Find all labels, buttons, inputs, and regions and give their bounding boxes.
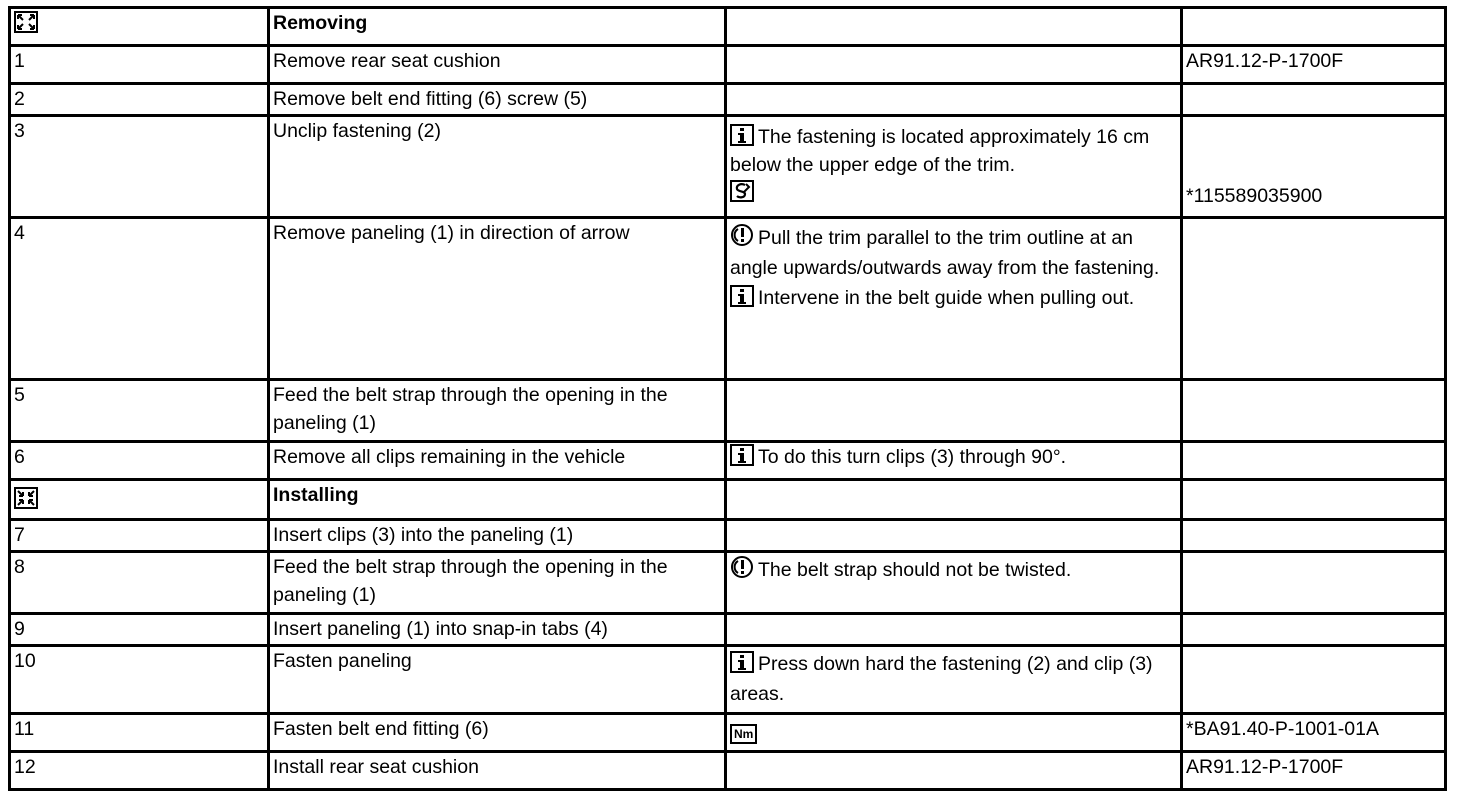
step-reference: AR91.12-P-1700F xyxy=(1182,46,1446,84)
step-number: 6 xyxy=(10,442,269,480)
table-row xyxy=(10,442,1446,480)
warning-icon xyxy=(730,555,754,579)
step-number: 7 xyxy=(10,520,269,552)
info-icon xyxy=(730,285,754,307)
step-number: 5 xyxy=(10,380,269,442)
step-note: Press down hard the fastening (2) and clip (3) areas. xyxy=(730,653,1153,705)
section-title: Installing xyxy=(269,480,726,520)
step-action: Remove all clips remaining in the vehicle xyxy=(269,442,726,480)
table-row xyxy=(10,752,1446,790)
step-action: Fasten paneling xyxy=(269,646,726,714)
step-action: Feed the belt strap through the opening in the paneling (1) xyxy=(269,380,726,442)
step-action: Insert clips (3) into the paneling (1) xyxy=(269,520,726,552)
step-reference: AR91.12-P-1700F xyxy=(1182,752,1446,790)
table-row xyxy=(10,552,1446,614)
step-number: 3 xyxy=(10,116,269,218)
step-number: 12 xyxy=(10,752,269,790)
install-section-icon xyxy=(14,487,38,509)
step-number: 4 xyxy=(10,218,269,380)
procedure-table xyxy=(8,6,1447,791)
step-action: Install rear seat cushion xyxy=(269,752,726,790)
table-row xyxy=(10,520,1446,552)
step-number: 8 xyxy=(10,552,269,614)
table-row xyxy=(10,46,1446,84)
section-title: Removing xyxy=(269,8,726,46)
info-icon xyxy=(730,444,754,466)
step-action: Unclip fastening (2) xyxy=(269,116,726,218)
step-number: 2 xyxy=(10,84,269,116)
section-row-installing xyxy=(10,480,1446,520)
table-row xyxy=(10,614,1446,646)
step-reference: *115589035900 xyxy=(1186,185,1323,207)
step-action: Remove rear seat cushion xyxy=(269,46,726,84)
info-icon xyxy=(730,124,754,146)
step-note: To do this turn clips (3) through 90°. xyxy=(758,446,1067,468)
step-number: 11 xyxy=(10,714,269,752)
table-row xyxy=(10,218,1446,380)
step-warning: Pull the trim parallel to the trim outline at an angle upwards/outwards away from the fastening. xyxy=(730,227,1160,279)
step-note: Intervene in the belt guide when pulling out. xyxy=(758,287,1135,309)
step-action: Remove paneling (1) in direction of arrow xyxy=(269,218,726,380)
table-row xyxy=(10,714,1446,752)
info-icon xyxy=(730,651,754,673)
step-note: The fastening is located approximately 16 cm below the upper edge of the trim. xyxy=(730,126,1150,176)
table-row xyxy=(10,380,1446,442)
table-row xyxy=(10,116,1446,218)
step-action: Remove belt end fitting (6) screw (5) xyxy=(269,84,726,116)
table-row xyxy=(10,84,1446,116)
step-reference: *BA91.40-P-1001-01A xyxy=(1182,714,1446,752)
step-number: 9 xyxy=(10,614,269,646)
torque-nm-icon: Nm xyxy=(730,724,757,744)
remove-section-icon xyxy=(14,11,38,33)
step-action: Feed the belt strap through the opening in the paneling (1) xyxy=(269,552,726,614)
section-row-removing xyxy=(10,8,1446,46)
special-tool-icon xyxy=(730,180,754,202)
warning-icon xyxy=(730,223,754,247)
step-number: 1 xyxy=(10,46,269,84)
step-action: Insert paneling (1) into snap-in tabs (4) xyxy=(269,614,726,646)
step-warning: The belt strap should not be twisted. xyxy=(758,559,1072,581)
table-row xyxy=(10,646,1446,714)
step-action: Fasten belt end fitting (6) xyxy=(269,714,726,752)
step-number: 10 xyxy=(10,646,269,714)
